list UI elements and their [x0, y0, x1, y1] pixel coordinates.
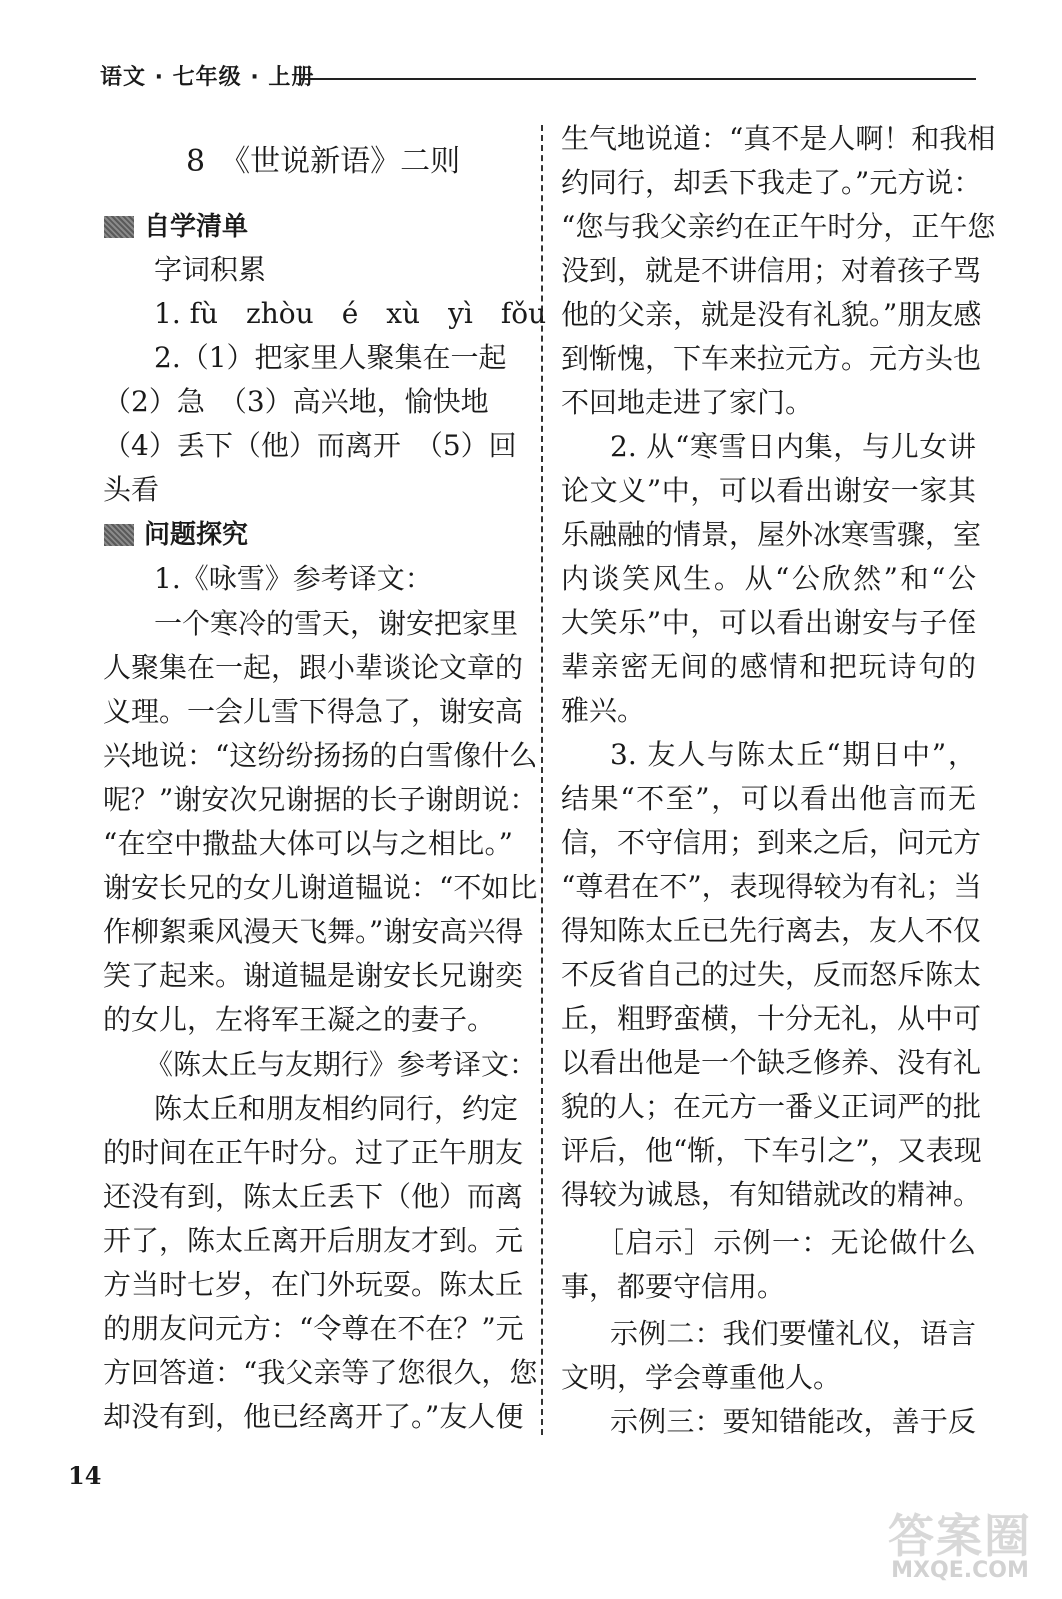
text-line: 字词积累: [154, 253, 267, 286]
text-line: 示例三：要知错能改，善于反: [610, 1405, 976, 1438]
text-line: 兴地说：“这纷纷扬扬的白雪像什么: [103, 739, 538, 772]
text-line: 的朋友问元方：“令尊在不在？”元: [103, 1312, 524, 1345]
lesson-title: 8 《世说新语》二则: [186, 144, 461, 179]
text-line: ［启示］示例一：无论做什么: [596, 1226, 976, 1259]
text-line: 生气地说道：“真不是人啊！和我相: [561, 122, 996, 155]
text-line: 谢安长兄的女儿谢道韫说：“不如比: [103, 871, 538, 904]
text-line: 人聚集在一起，跟小辈谈论文章的: [103, 651, 524, 684]
text-line: 貌的人；在元方一番义正词严的批: [561, 1090, 982, 1123]
text-line: 的女儿，左将军王凝之的妻子。: [103, 1003, 496, 1036]
text-line: 笑了起来。谢道韫是谢安长兄谢奕: [103, 959, 524, 992]
text-line: 评后，他“惭，下车引之”，又表现: [561, 1134, 982, 1167]
text-line: 开了，陈太丘离开后朋友才到。元: [103, 1224, 524, 1257]
section-heading-self-study: [104, 211, 248, 243]
watermark-logo: 答案圈: [888, 1509, 1032, 1563]
text-line: 的时间在正午时分。过了正午朋友: [103, 1136, 524, 1169]
text-line: 约同行，却丢下我走了。”元方说：: [561, 166, 982, 199]
text-line: “您与我父亲约在正午时分，正午您: [561, 210, 996, 243]
text-line: 还没有到，陈太丘丢下（他）而离: [103, 1180, 524, 1213]
text-line: 示例二：我们要懂礼仪，语言: [610, 1317, 976, 1350]
section-heading-label: 问题探究: [144, 520, 249, 550]
text-line: 乐融融的情景，屋外冰寒雪骤，室: [561, 518, 982, 551]
text-line: 2. 从“寒雪日内集，与儿女讲: [610, 430, 976, 463]
page-number: 14: [68, 1461, 102, 1490]
section-marker-icon: [104, 216, 134, 238]
text-line: 不回地走进了家门。: [561, 386, 814, 419]
text-line: 结果“不至”，可以看出他言而无: [561, 782, 976, 815]
text-line: 得较为诚恳，有知错就改的精神。: [561, 1178, 982, 1211]
section-marker-icon: [104, 524, 134, 546]
text-line: 方当时七岁，在门外玩耍。陈太丘: [103, 1268, 524, 1301]
text-line: 1.《咏雪》参考译文：: [154, 562, 433, 595]
text-line: 文明，学会尊重他人。: [561, 1361, 842, 1394]
text-line: 到惭愧，下车来拉元方。元方头也: [561, 342, 982, 375]
text-line: 3. 友人与陈太丘“期日中”，: [610, 738, 976, 771]
text-line: 得知陈太丘已先行离去，友人不仅: [561, 914, 982, 947]
text-line: （2）急 （3）高兴地，愉快地: [103, 385, 489, 418]
text-line: 作柳絮乘风漫天飞舞。”谢安高兴得: [103, 915, 524, 948]
watermark: [870, 1500, 1050, 1595]
text-line: 事，都要守信用。: [561, 1270, 786, 1303]
text-line: 却没有到，他已经离开了。”友人便: [103, 1400, 524, 1433]
text-line: 大笑乐”中，可以看出谢安与子侄: [561, 606, 976, 639]
watermark-url: MXQE.COM: [891, 1558, 1029, 1583]
text-line: 不反省自己的过失，反而怒斥陈太: [561, 958, 982, 991]
text-line: “尊君在不”，表现得较为有礼；当: [561, 870, 982, 903]
text-line: （4）丢下（他）而离开 （5）回: [103, 429, 517, 462]
header-title: 语文 · 七年级 · 上册: [100, 65, 315, 90]
text-line: 《陈太丘与友期行》参考译文：: [145, 1048, 538, 1081]
text-line: 1. fù zhòu é xù yì fǒu: [154, 297, 547, 330]
text-line: 2.（1）把家里人聚集在一起: [154, 341, 507, 374]
section-heading-inquiry: [104, 519, 248, 551]
text-line: 丘，粗野蛮横，十分无礼，从中可: [561, 1002, 982, 1035]
text-line: 没到，就是不讲信用；对着孩子骂: [561, 254, 982, 287]
text-line: 辈亲密无间的感情和把玩诗句的: [561, 650, 976, 683]
section-heading-label: 自学清单: [144, 212, 249, 242]
text-line: 方回答道：“我父亲等了您很久，您: [103, 1356, 538, 1389]
text-line: 以看出他是一个缺乏修养、没有礼: [561, 1046, 982, 1079]
text-line: 陈太丘和朋友相约同行，约定: [154, 1092, 519, 1125]
text-line: 呢？”谢安次兄谢据的长子谢朗说：: [103, 783, 538, 816]
text-line: 一个寒冷的雪天，谢安把家里: [154, 607, 519, 640]
text-line: 论文义”中，可以看出谢安一家其: [561, 474, 976, 507]
header-rule: [300, 78, 976, 80]
text-line: 他的父亲，就是没有礼貌。”朋友感: [561, 298, 982, 331]
text-line: 信，不守信用；到来之后，问元方: [561, 826, 982, 859]
text-line: 内谈笑风生。从“公欣然”和“公: [561, 562, 976, 595]
text-line: “在空中撒盐大体可以与之相比。”: [103, 827, 513, 860]
text-line: 义理。一会儿雪下得急了，谢安高: [103, 695, 524, 728]
text-line: 头看: [103, 473, 160, 506]
text-line: 雅兴。: [561, 694, 646, 727]
